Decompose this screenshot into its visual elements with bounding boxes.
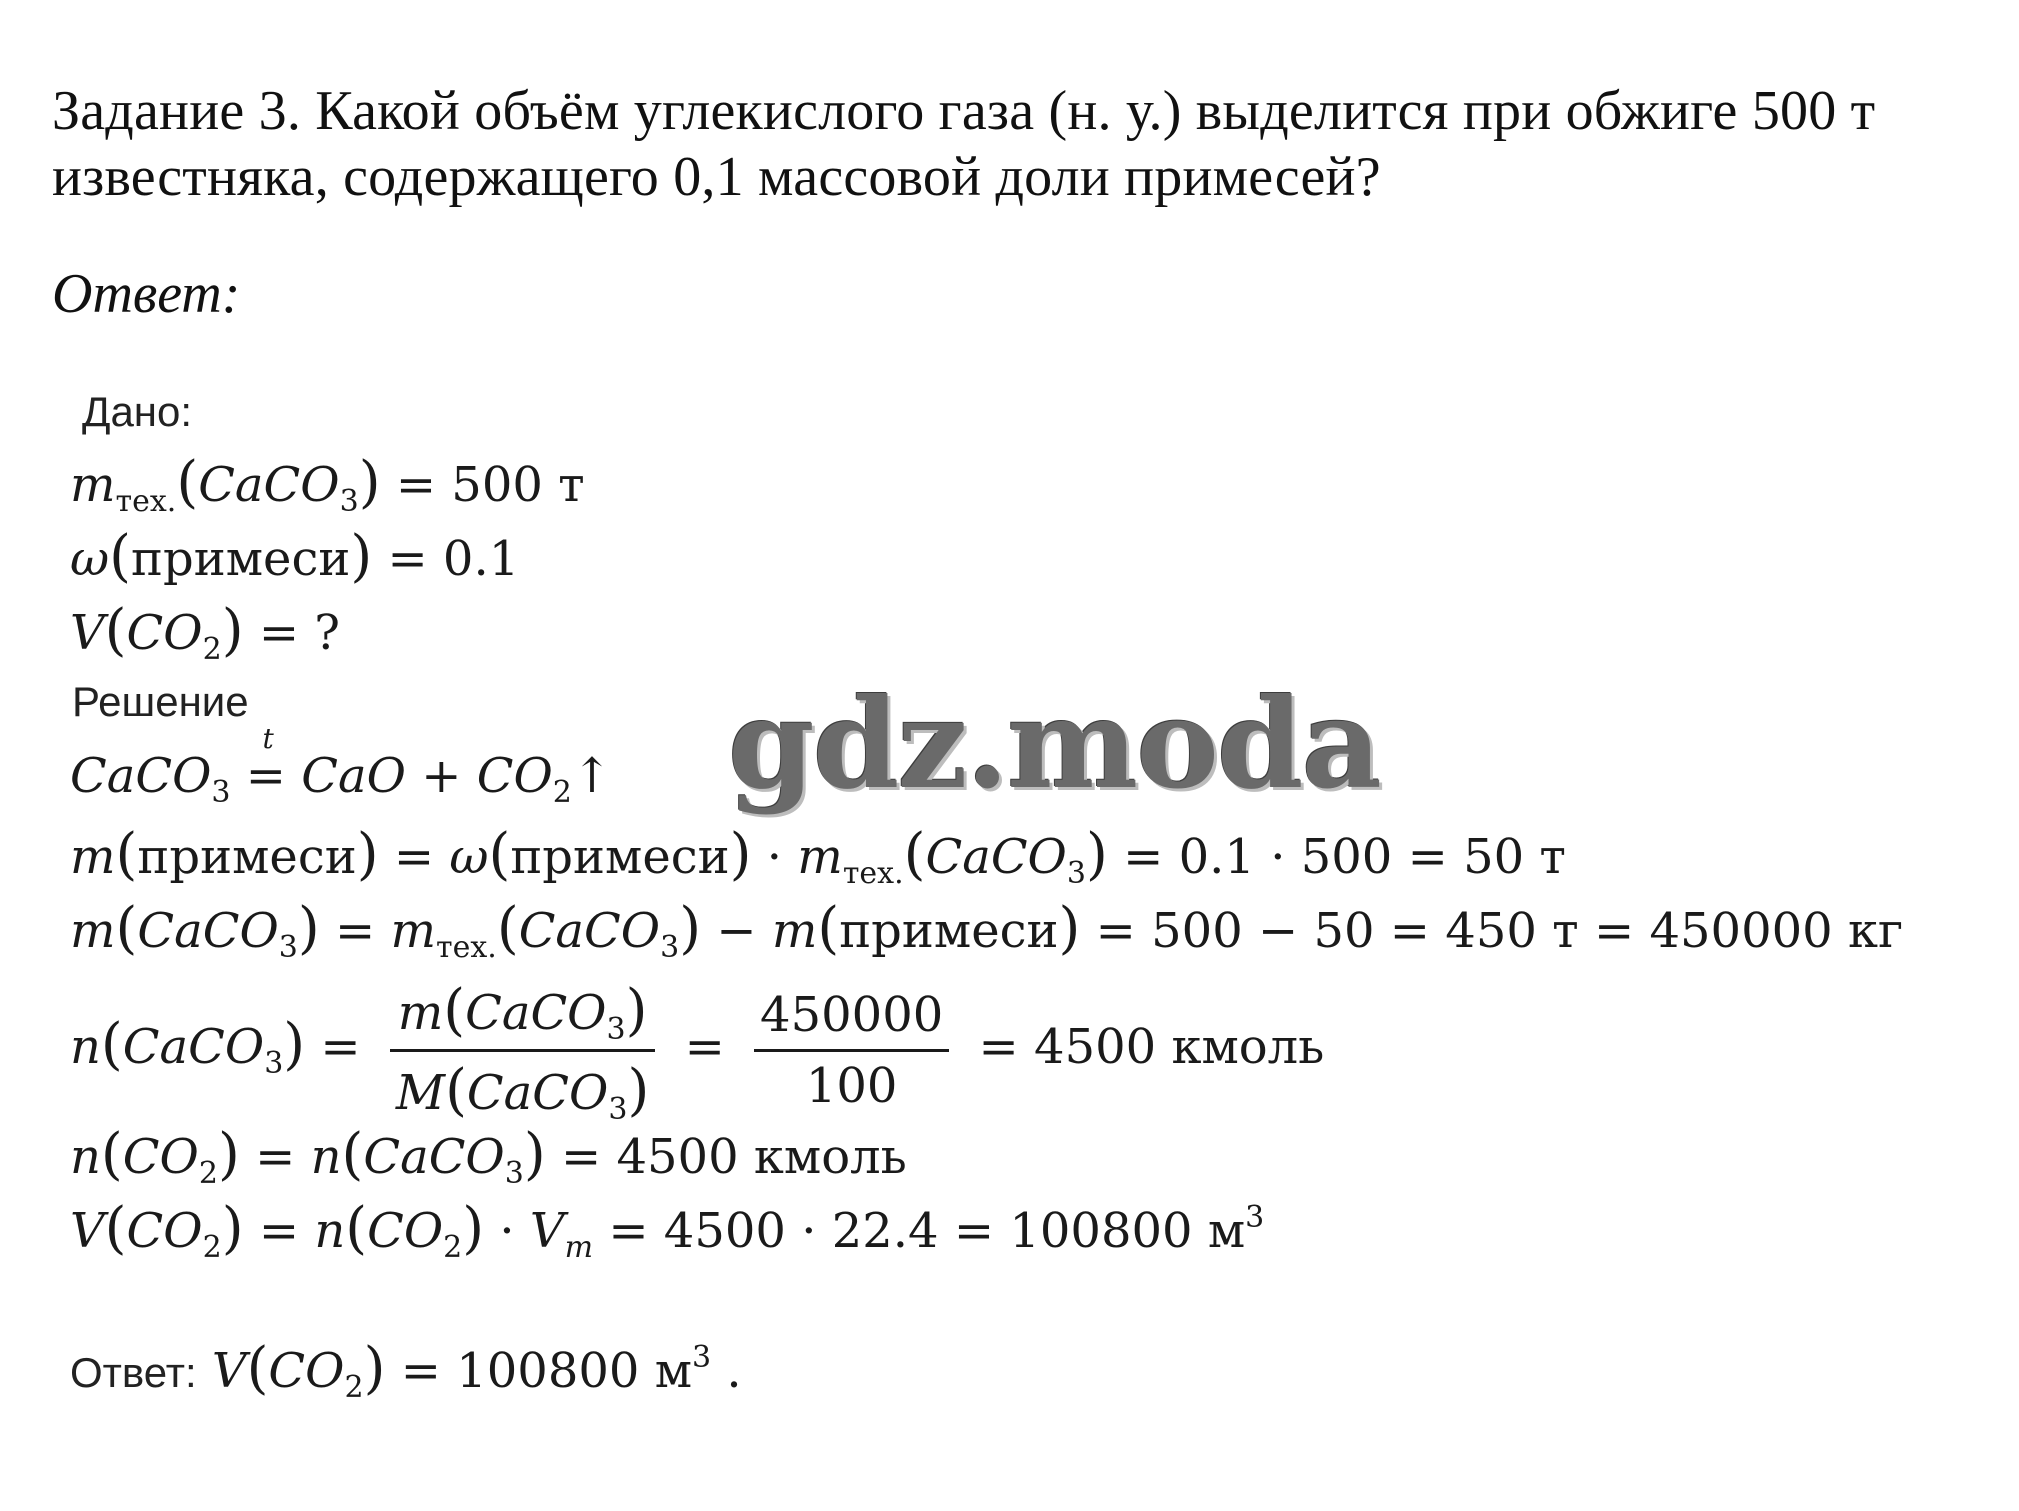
given-mass-line: $m_{тех.}(CaCO_3) = 500$ т xyxy=(70,450,585,519)
impurity-word: примеси xyxy=(131,531,351,587)
formula-index: 2 xyxy=(344,1370,364,1405)
impurity-word: примеси xyxy=(137,829,357,885)
fraction-numeric xyxy=(754,987,949,1114)
volume-symbol: V xyxy=(70,1203,105,1259)
formula-index: 3 xyxy=(504,1156,524,1191)
mass-symbol: m xyxy=(70,829,116,885)
formula: CO xyxy=(126,605,203,661)
watermark-logo: gdz.moda xyxy=(728,672,1380,817)
solution-label: Решение xyxy=(72,678,249,725)
task-text xyxy=(52,78,1992,210)
final-answer-label: Ответ: xyxy=(70,1349,197,1396)
mass-symbol: m xyxy=(397,985,444,1041)
plus-sign: + xyxy=(421,748,462,804)
impurity-mass-line: m(примеси) = ω(примеси) · $m_{тех.}(CaCO_3) = 0.1 \cdot 500 = 50$ т xyxy=(70,822,1566,891)
fraction-numerator: m(CaCO$_3$) xyxy=(397,978,648,1047)
formula: CaCO xyxy=(518,903,661,959)
formula: CaCO xyxy=(363,1129,505,1185)
equals-sign: = xyxy=(335,903,376,959)
moles-symbol: n xyxy=(310,1129,342,1185)
reactant-index: 3 xyxy=(211,775,231,810)
given-impurity-value: = 0.1 xyxy=(387,531,520,587)
moles-result: = 4500 кмоль xyxy=(978,1019,1325,1075)
formula: CaCO xyxy=(198,457,340,513)
molar-volume-symbol: V xyxy=(529,1203,565,1259)
task-line-1: Задание 3. Какой объём углекислого газа (н. у.) выделится при обжиге 500 т xyxy=(52,80,1876,142)
multiply-dot: · xyxy=(766,829,783,885)
volume-symbol: V xyxy=(70,605,105,661)
formula-index: 2 xyxy=(202,1230,222,1265)
moles-symbol: n xyxy=(70,1019,101,1075)
impurity-word: примеси xyxy=(839,903,1059,959)
moles-symbol: n xyxy=(70,1129,101,1185)
formula: CaCO xyxy=(465,985,607,1041)
formula: CaCO xyxy=(925,829,1067,885)
gas-arrow-icon: ↑ xyxy=(571,748,613,804)
formula: CO xyxy=(268,1343,345,1399)
co2-moles-result: = 4500 кмоль xyxy=(560,1129,907,1185)
formula: CaCO xyxy=(466,1065,609,1121)
mass-symbol: m xyxy=(390,903,437,959)
reaction-equation xyxy=(70,722,613,810)
volume-result: = 4500 · 22.4 = 100800 м xyxy=(608,1203,1246,1259)
fraction-denominator: M(CaCO$_3$) xyxy=(395,1058,650,1127)
molar-mass-symbol: M xyxy=(395,1065,446,1121)
cubic-exponent: 3 xyxy=(1245,1200,1265,1235)
moles-line: n(CaCO$_3$) = $\frac{m(CaCO_3)}{M(CaCO_3)}$ = $\frac{450000}{100}$ = 4500 кмоль xyxy=(70,978,1325,1127)
impurity-mass-result: = 0.1 · 500 = 50 т xyxy=(1123,829,1566,885)
mass-symbol: m xyxy=(70,903,116,959)
fraction-bar xyxy=(754,1049,949,1052)
omega-symbol: ω xyxy=(449,829,489,885)
final-answer-value: = 100800 м xyxy=(400,1343,693,1399)
heating-equals: = t xyxy=(245,722,286,804)
impurity-word: примеси xyxy=(510,829,730,885)
fraction-numerator: 450000 xyxy=(760,987,944,1043)
co2-moles-line: $n(CO_2)$ = n(CaCO$_3$) = 4500 кмоль xyxy=(70,1122,907,1191)
moles-symbol: n xyxy=(314,1203,346,1259)
mass-subscript: тех. xyxy=(436,930,497,965)
pure-mass-line: m(CaCO$_3$) = $m_{тех.}(CaCO_3)$ − m(примеси) = 500 − 50 = 450 т = 450000 кг xyxy=(70,896,1904,965)
cubic-exponent: 3 xyxy=(692,1340,712,1375)
formula-index: 2 xyxy=(443,1230,463,1265)
molar-volume-subscript: m xyxy=(564,1230,594,1265)
formula: CO xyxy=(122,1129,199,1185)
formula-index: 3 xyxy=(264,1046,284,1081)
fraction-mass-over-molar xyxy=(390,978,655,1127)
given-volume-value: = ? xyxy=(258,605,341,661)
given-label: Дано: xyxy=(82,388,193,435)
volume-line: $V(CO_2) = n(CO_2) \cdot V_m = 4500 \cdot 22.4 = 100800$ $м^3$ xyxy=(70,1196,1265,1265)
formula-index: 2 xyxy=(198,1156,218,1191)
formula-index: 3 xyxy=(1066,856,1086,891)
formula-index: 3 xyxy=(606,1012,626,1047)
formula: CO xyxy=(367,1203,444,1259)
heating-condition: t xyxy=(262,722,274,755)
reactant: CaCO xyxy=(70,748,212,804)
given-impurity-line: ω(примеси) = 0.1 xyxy=(70,524,520,589)
formula-index: 3 xyxy=(339,484,359,519)
mass-symbol: m xyxy=(70,457,116,513)
formula: CaCO xyxy=(137,903,279,959)
final-period: . xyxy=(726,1343,742,1399)
product-2-index: 2 xyxy=(552,775,572,810)
given-mass-value: = 500 т xyxy=(395,457,585,513)
mass-symbol: m xyxy=(771,903,818,959)
minus-sign: − xyxy=(716,903,757,959)
given-volume-line: $V(CO_2)$ = ? xyxy=(70,598,341,667)
formula: CO xyxy=(126,1203,203,1259)
formula-index: 3 xyxy=(608,1092,628,1127)
fraction-bar xyxy=(390,1049,655,1052)
formula: CaCO xyxy=(122,1019,265,1075)
product-1: CaO xyxy=(301,748,406,804)
mass-symbol: m xyxy=(797,829,843,885)
pure-mass-result: = 500 − 50 = 450 т = 450000 кг xyxy=(1095,903,1904,959)
formula-index: 3 xyxy=(278,930,298,965)
formula-index: 2 xyxy=(202,632,222,667)
fraction-denominator: 100 xyxy=(805,1058,898,1114)
mass-subscript: тех. xyxy=(115,484,177,519)
final-answer-line: Ответ: $V(CO_2) = 100800$ $м^3$ . xyxy=(70,1336,742,1405)
omega-symbol: ω xyxy=(70,531,110,587)
answer-heading: Ответ: xyxy=(52,263,241,325)
volume-symbol: V xyxy=(211,1343,247,1399)
equals-sign: = xyxy=(393,829,435,885)
product-2: CO xyxy=(476,748,553,804)
formula-index: 3 xyxy=(660,930,680,965)
task-line-2: известняка, содержащего 0,1 массовой доли примесей? xyxy=(52,146,1381,208)
mass-subscript: тех. xyxy=(842,856,904,891)
